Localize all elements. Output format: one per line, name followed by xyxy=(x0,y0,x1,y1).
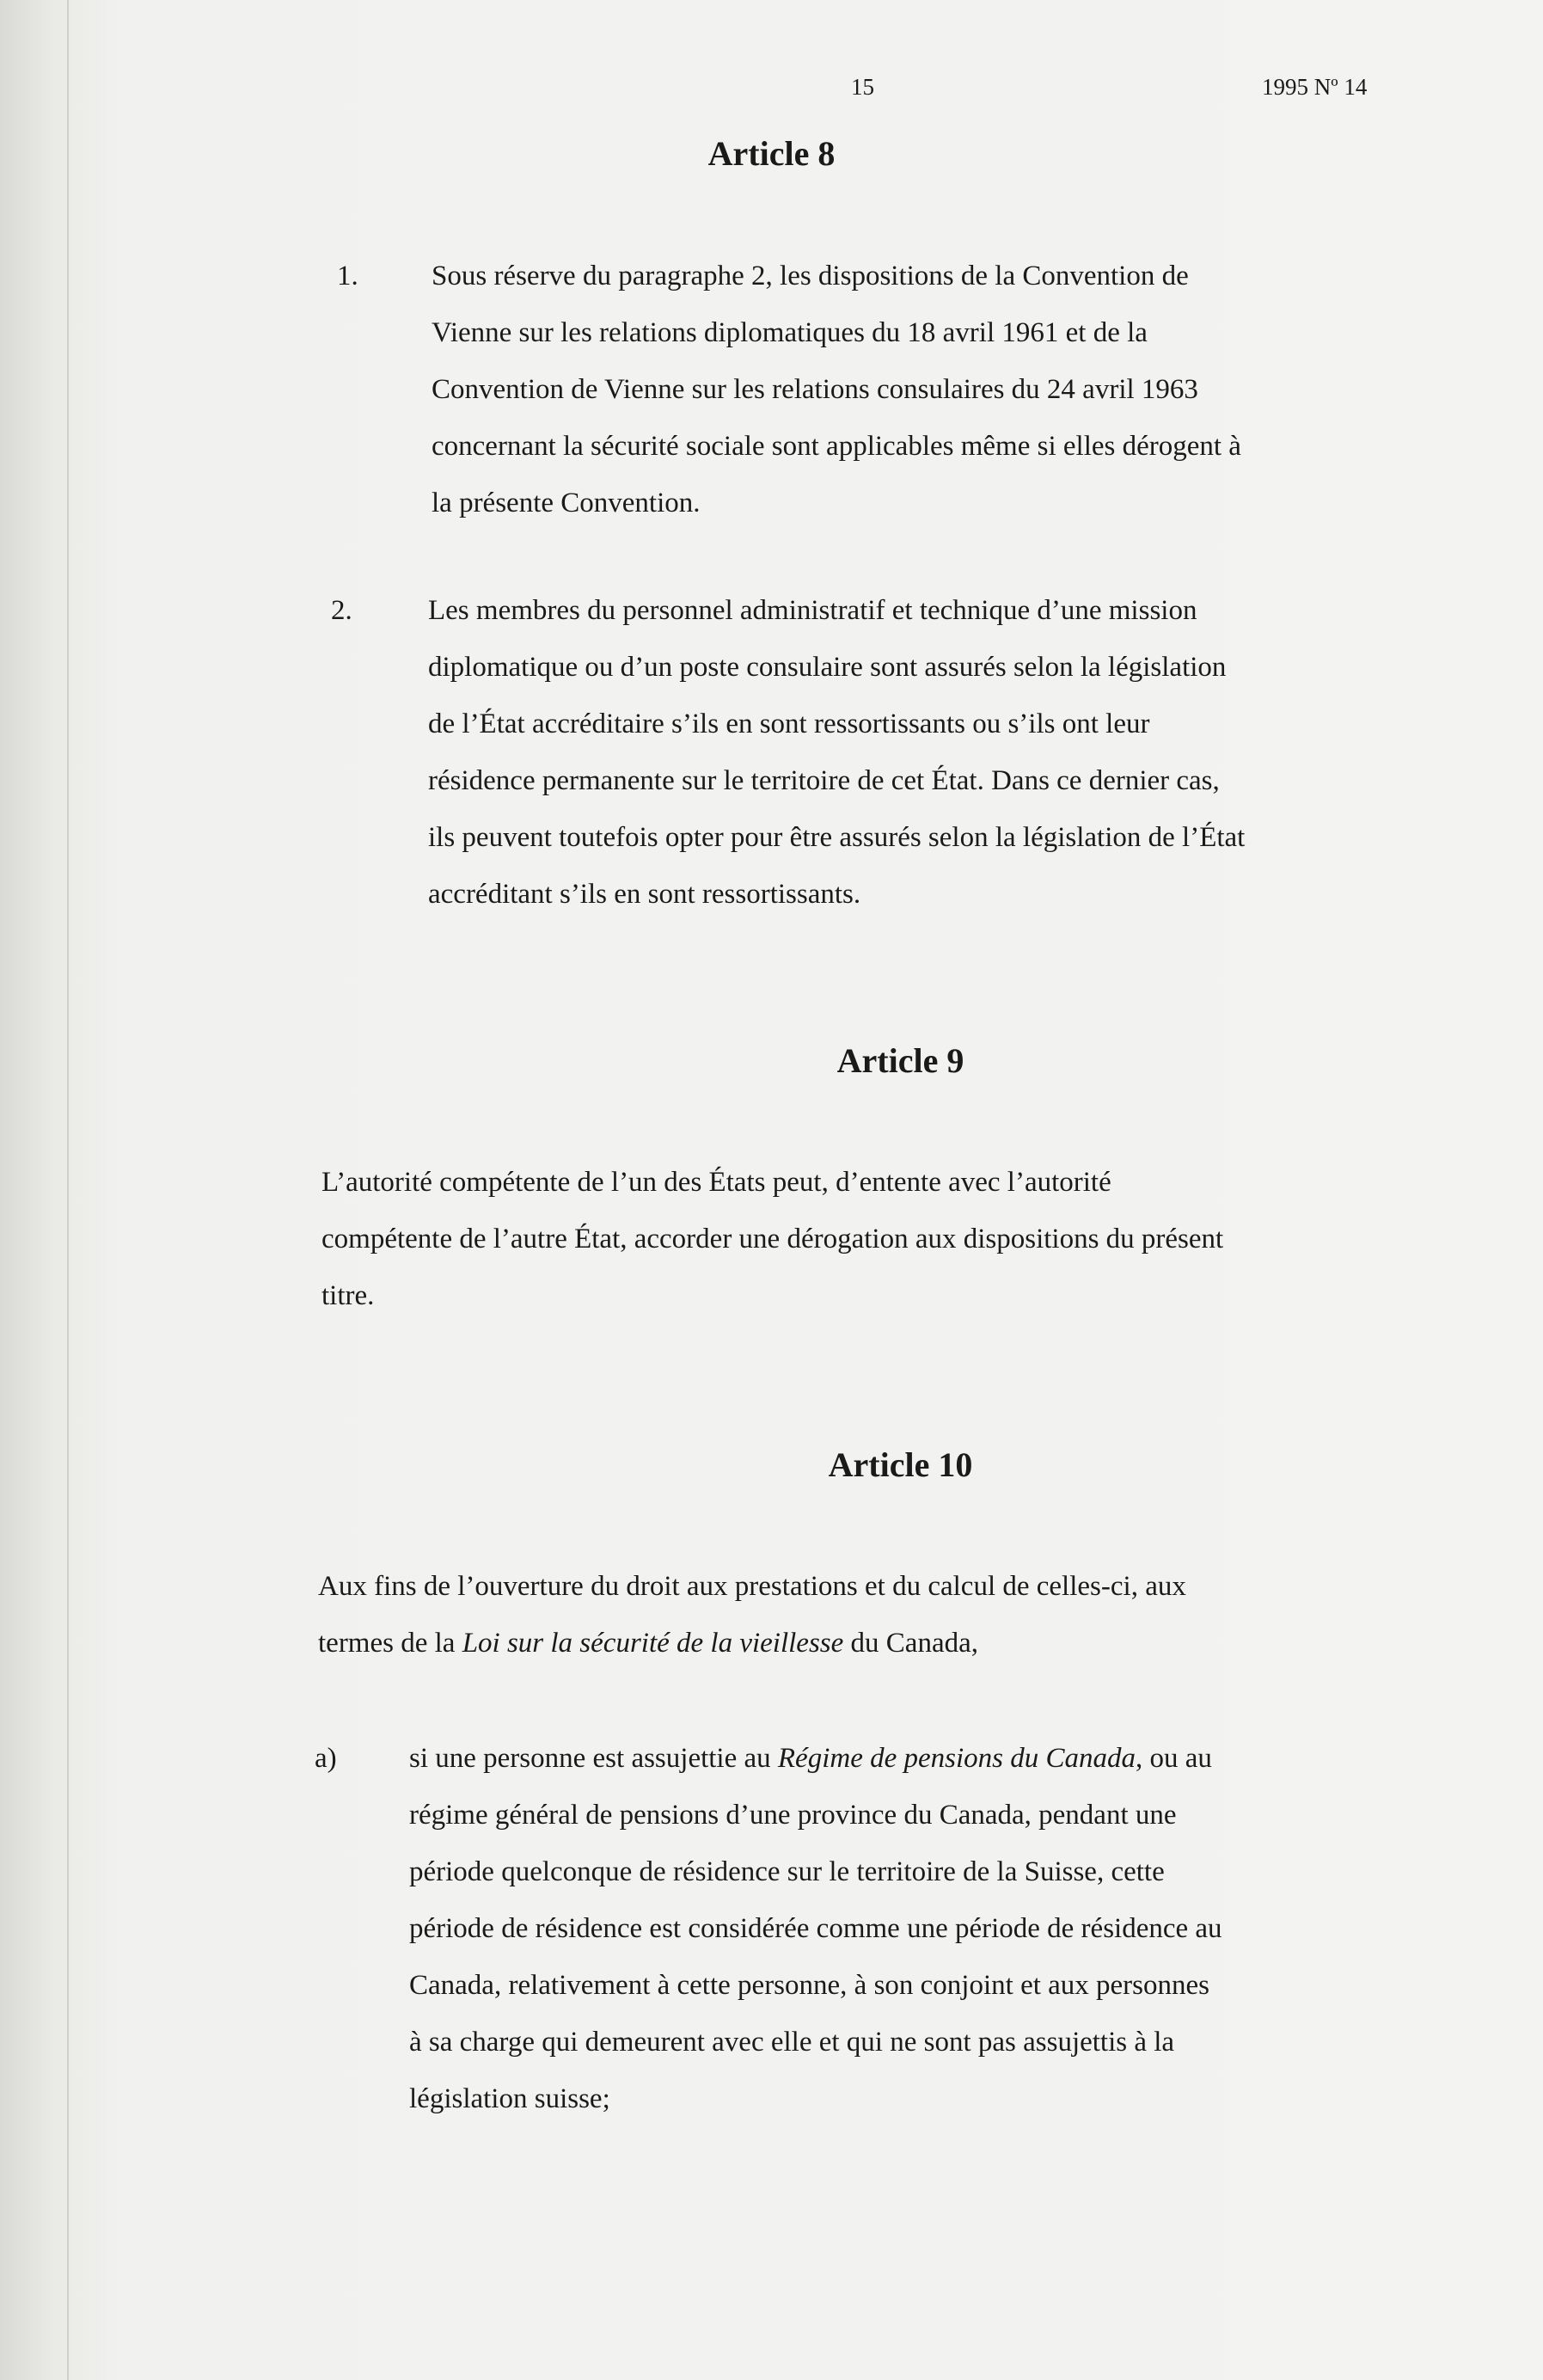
text-line: à sa charge qui demeurent avec elle et qui ne sont pas assujettis à la xyxy=(409,2027,1175,2058)
article-10-title: Article 10 xyxy=(828,1445,973,1484)
text-line xyxy=(409,1730,1222,1787)
text-fragment: termes de la xyxy=(318,1628,462,1659)
text-line: Vienne sur les relations diplomatiques du 18 avril 1961 et de la xyxy=(432,317,1148,348)
article-8-title: Article 8 xyxy=(707,134,836,173)
text-line: Sous réserve du paragraphe 2, les dispositions de la Convention de xyxy=(432,261,1189,291)
item-a-label: a) xyxy=(315,1743,337,1774)
text-line: résidence permanente sur le territoire de cet État. Dans ce dernier cas, xyxy=(428,765,1220,796)
article-9-title: Article 9 xyxy=(836,1041,964,1080)
text-line xyxy=(318,1615,1186,1672)
article-10-item-a xyxy=(409,1730,1222,2127)
text-line: concernant la sécurité sociale sont applicables même si elles dérogent à xyxy=(432,431,1241,462)
text-line: période quelconque de résidence sur le territoire de la Suisse, cette xyxy=(409,1856,1165,1887)
text-fragment: , ou au xyxy=(1136,1743,1212,1774)
text-line: période de résidence est considérée comme une période de résidence au xyxy=(409,1913,1222,1944)
article-8-paragraph-2 xyxy=(428,582,1245,923)
text-line: diplomatique ou d’un poste consulaire sont assurés selon la législation xyxy=(428,652,1227,683)
text-fragment: si une personne est assujettie au xyxy=(409,1743,778,1774)
article-10-intro xyxy=(318,1558,1186,1672)
binding-gutter xyxy=(67,0,69,2380)
text-fragment: du Canada, xyxy=(843,1628,978,1659)
text-line: la présente Convention. xyxy=(432,488,701,518)
text-line: L’autorité compétente de l’un des États peut, d’entente avec l’autorité xyxy=(321,1167,1111,1198)
article-8-paragraph-1 xyxy=(432,248,1241,531)
text-line: Les membres du personnel administratif et technique d’une mission xyxy=(428,595,1197,626)
document-reference: 1995 Nº 14 xyxy=(1262,74,1368,100)
text-line: régime général de pensions d’une province du Canada, pendant une xyxy=(409,1800,1177,1831)
text-line: de l’État accréditaire s’ils en sont ressortissants ou s’ils ont leur xyxy=(428,708,1150,739)
text-line: titre. xyxy=(321,1280,375,1311)
page-number: 15 xyxy=(851,74,874,100)
text-line: accréditant s’ils en sont ressortissants. xyxy=(428,879,861,910)
text-line: Convention de Vienne sur les relations consulaires du 24 avril 1963 xyxy=(432,374,1198,405)
text-line: compétente de l’autre État, accorder une dérogation aux dispositions du présent xyxy=(321,1224,1224,1254)
text-line: Aux fins de l’ouverture du droit aux prestations et du calcul de celles-ci, aux xyxy=(318,1571,1186,1602)
law-title: Loi sur la sécurité de la vieillesse xyxy=(462,1628,844,1659)
text-line: législation suisse; xyxy=(409,2083,610,2114)
plan-title: Régime de pensions du Canada xyxy=(777,1743,1136,1774)
article-9-paragraph xyxy=(321,1154,1223,1324)
paragraph-1-number: 1. xyxy=(337,261,358,291)
paragraph-2-number: 2. xyxy=(331,595,352,626)
text-line: ils peuvent toutefois opter pour être assurés selon la législation de l’État xyxy=(428,822,1246,853)
text-line: Canada, relativement à cette personne, à son conjoint et aux personnes xyxy=(409,1970,1209,2001)
